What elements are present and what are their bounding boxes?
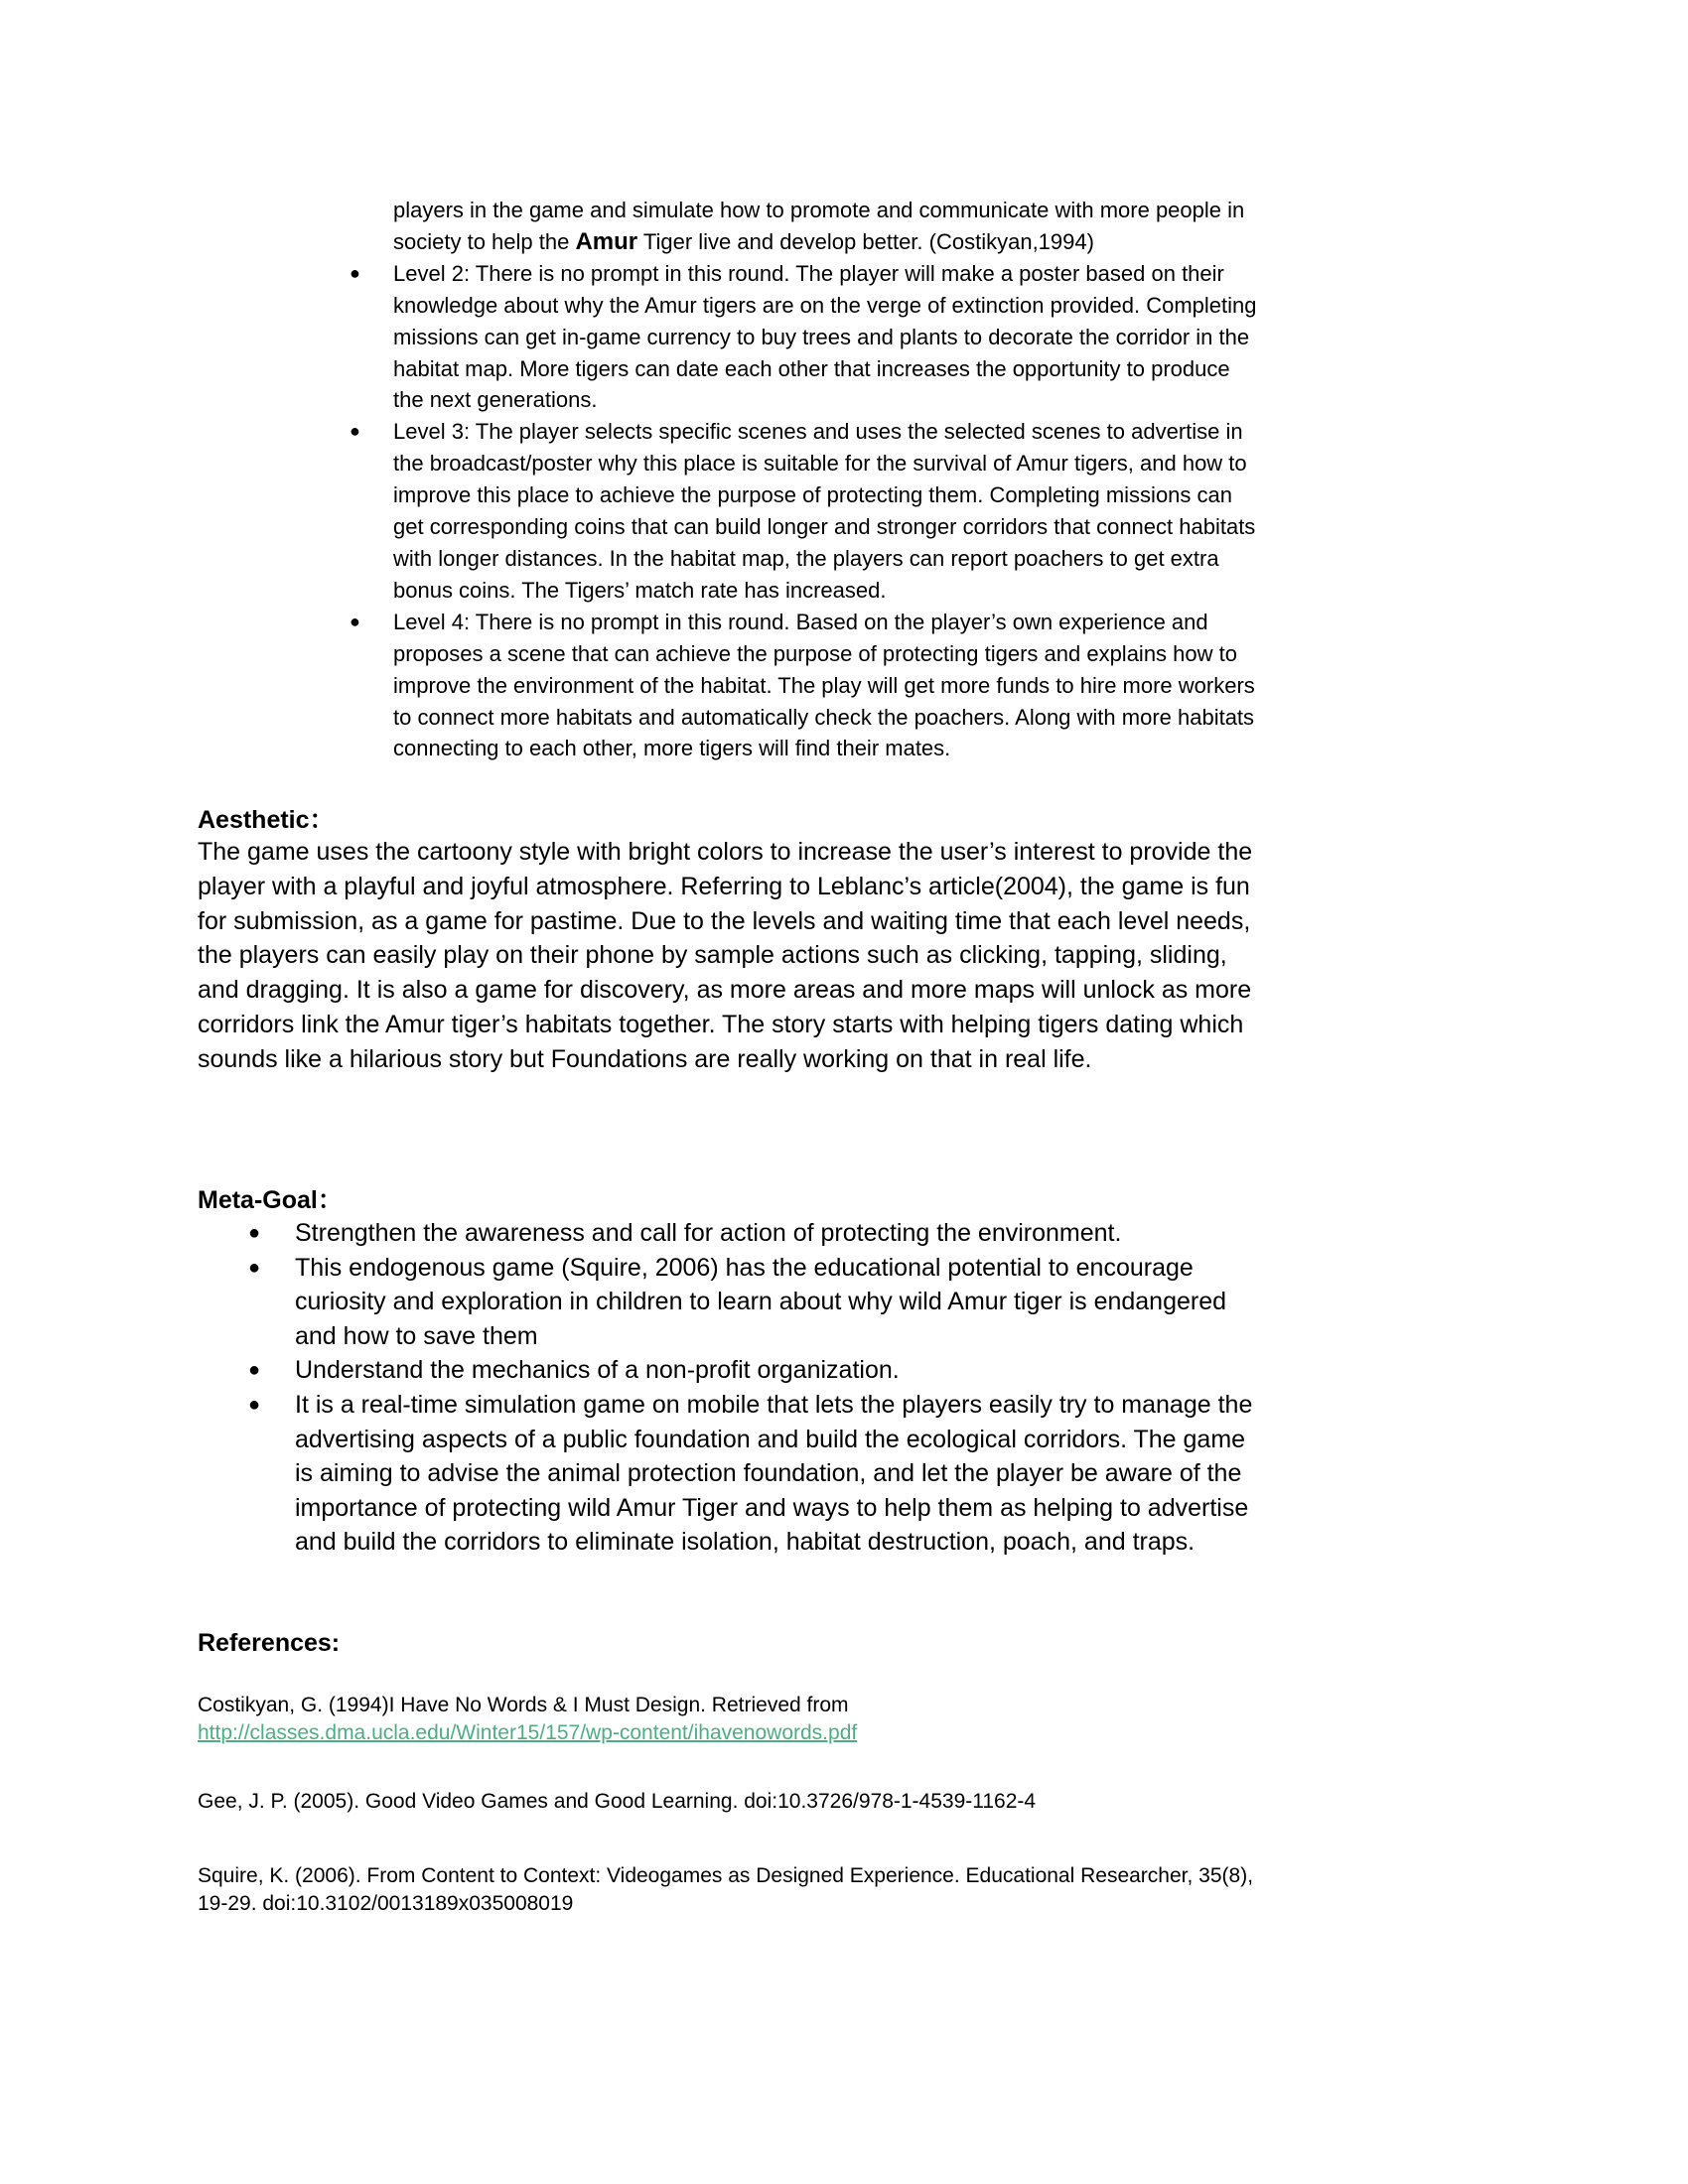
list-line: and how to save them bbox=[295, 1321, 538, 1350]
list-line: and build the corridors to eliminate isolation, habitat destruction, poach, and traps. bbox=[295, 1528, 1196, 1557]
paragraph-line: corridors link the Amur tiger’s habitats together. The story starts with helping tigers dating which bbox=[198, 1010, 1244, 1038]
text: society to help the bbox=[393, 228, 576, 254]
meta-goal-list bbox=[248, 1216, 1253, 1560]
paragraph-line: the players can easily play on their phone by sample actions such as clicking, tapping, sliding, bbox=[198, 941, 1227, 970]
level-4-item bbox=[350, 607, 1257, 765]
meta-goal-item bbox=[248, 1353, 1252, 1388]
paragraph-line: and dragging. It is also a game for discovery, as more areas and more maps will unlock as more bbox=[198, 976, 1252, 1005]
reference-link[interactable]: http://classes.dma.ucla.edu/Winter15/157/wp-content/ihavenowords.pdf bbox=[198, 1720, 858, 1744]
list-line: curiosity and exploration in children to learn about why wild Amur tiger is endangered bbox=[295, 1288, 1227, 1316]
list-line: It is a real-time simulation game on mobile that lets the players easily try to manage the bbox=[295, 1390, 1253, 1419]
level-descriptions bbox=[350, 195, 1257, 764]
list-line: Level 3: The player selects specific scenes and uses the selected scenes to advertise in bbox=[393, 419, 1243, 445]
bullet-icon: ● bbox=[350, 421, 360, 442]
list-line: Level 2: There is no prompt in this round. The player will make a poster based on their bbox=[393, 260, 1224, 286]
list-line: proposes a scene that can achieve the purpose of protecting tigers and explains how to bbox=[393, 640, 1237, 666]
level-2-item bbox=[350, 258, 1257, 417]
list-line: the broadcast/poster why this place is suitable for the survival of Amur tigers, and how to bbox=[393, 451, 1247, 477]
list-line: is aiming to advise the animal protection foundation, and let the player be aware of the bbox=[295, 1459, 1242, 1488]
reference-text: Squire, K. (2006). From Content to Context: Videogames as Designed Experience. Educational Researcher, 35(8), bbox=[198, 1864, 1254, 1887]
list-line: bonus coins. The Tigers’ match rate has increased. bbox=[393, 577, 887, 603]
reference-text: Gee, J. P. (2005). Good Video Games and Good Learning. doi:10.3726/978-1-4539-1162-4 bbox=[198, 1790, 1037, 1813]
bullet-icon: ● bbox=[248, 1222, 261, 1244]
list-line: improve the environment of the habitat. The play will get more funds to hire more workers bbox=[393, 672, 1255, 698]
intro-line bbox=[393, 226, 1257, 258]
reference-text: Costikyan, G. (1994)I Have No Words & I Must Design. Retrieved from bbox=[198, 1694, 849, 1716]
list-line: advertising aspects of a public foundation and build the ecological corridors. The game bbox=[295, 1425, 1246, 1453]
meta-goal-heading: Meta-Goal： bbox=[198, 1186, 343, 1214]
list-line: Level 4: There is no prompt in this round. Based on the player’s own experience and bbox=[393, 609, 1208, 634]
bullet-icon: ● bbox=[248, 1256, 261, 1279]
amur-bold: Amur bbox=[575, 227, 638, 255]
level-3-item bbox=[350, 416, 1257, 606]
bullet-icon: ● bbox=[350, 611, 360, 631]
aesthetic-paragraph bbox=[198, 835, 1252, 1077]
reference-squire bbox=[198, 1862, 1253, 1917]
references-heading: References: bbox=[198, 1629, 341, 1657]
list-line: knowledge about why the Amur tigers are on the verge of extinction provided. Completing bbox=[393, 292, 1257, 318]
meta-goal-item bbox=[248, 1251, 1252, 1354]
list-line: importance of protecting wild Amur Tiger and ways to help them as helping to advertise bbox=[295, 1493, 1249, 1522]
aesthetic-heading: Aesthetic： bbox=[198, 806, 335, 834]
list-line: connecting to each other, more tigers will find their mates. bbox=[393, 736, 951, 761]
reference-gee bbox=[198, 1788, 1036, 1816]
paragraph-line: sounds like a hilarious story but Foundations are really working on that in real life. bbox=[198, 1044, 1092, 1073]
bullet-icon: ● bbox=[350, 262, 360, 283]
bullet-icon: ● bbox=[248, 1393, 261, 1416]
list-line: to connect more habitats and automatically check the poachers. Along with more habitats bbox=[393, 704, 1255, 730]
meta-goal-item bbox=[248, 1388, 1253, 1560]
paragraph-line: player with a playful and joyful atmosphere. Referring to Leblanc’s article(2004), the game is fun bbox=[198, 872, 1250, 900]
meta-goal-item bbox=[248, 1216, 1252, 1251]
list-line: missions can get in-game currency to buy trees and plants to decorate the corridor in the bbox=[393, 324, 1250, 349]
list-line: get corresponding coins that can build longer and stronger corridors that connect habitats bbox=[393, 514, 1256, 540]
paragraph-line: The game uses the cartoony style with bright colors to increase the user’s interest to provide the bbox=[198, 838, 1253, 866]
list-line: habitat map. More tigers can date each other that increases the opportunity to produce bbox=[393, 355, 1230, 381]
list-line: Strengthen the awareness and call for action of protecting the environment. bbox=[295, 1219, 1122, 1247]
text: Tiger live and develop better. (Costikyan,1994) bbox=[637, 228, 1094, 254]
bullet-icon: ● bbox=[248, 1359, 261, 1382]
list-line: with longer distances. In the habitat map, the players can report poachers to get extra bbox=[393, 545, 1219, 571]
list-line: the next generations. bbox=[393, 387, 598, 413]
reference-text: 19-29. doi:10.3102/0013189x035008019 bbox=[198, 1891, 574, 1915]
list-line: improve this place to achieve the purpose of protecting them. Completing missions can bbox=[393, 482, 1232, 508]
list-line: This endogenous game (Squire, 2006) has the educational potential to encourage bbox=[295, 1253, 1194, 1282]
intro-line: players in the game and simulate how to promote and communicate with more people in bbox=[393, 198, 1245, 222]
list-line: Understand the mechanics of a non-profit organization. bbox=[295, 1356, 900, 1385]
paragraph-line: for submission, as a game for pastime. Due to the levels and waiting time that each level needs, bbox=[198, 906, 1251, 935]
reference-costikyan bbox=[198, 1692, 857, 1746]
